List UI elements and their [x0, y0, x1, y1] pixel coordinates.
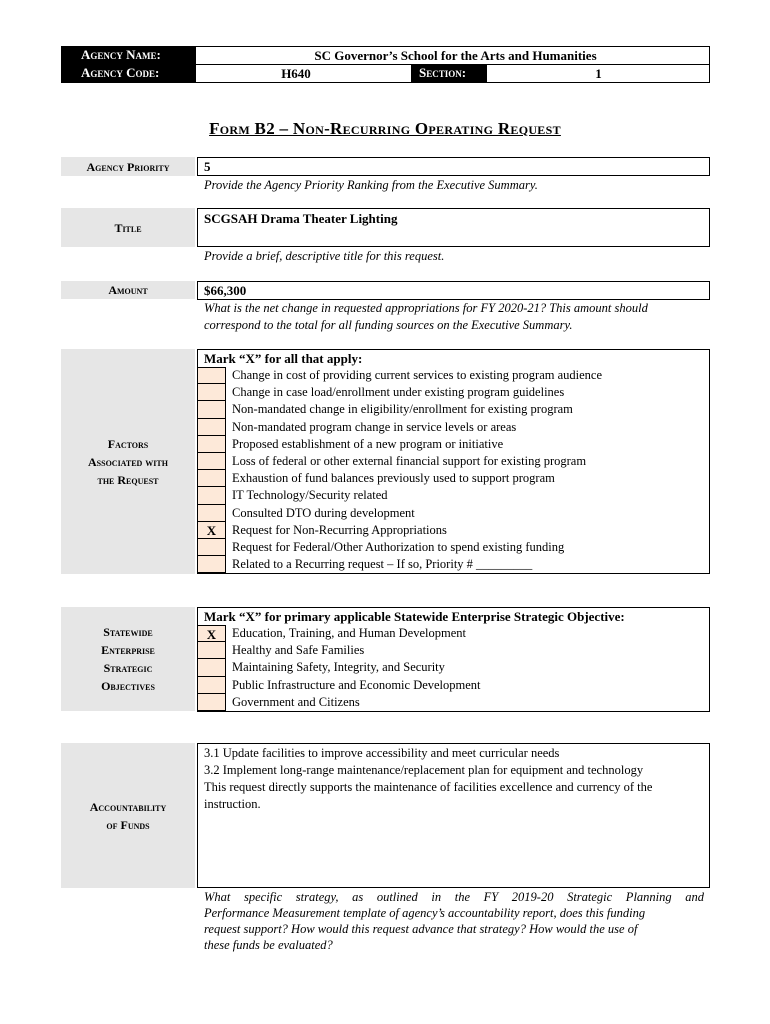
factors-label-line-3: the Request [97, 472, 159, 487]
objectives-option-label: Government and Citizens [232, 694, 360, 709]
accountability-label-line-2: of Funds [106, 817, 150, 832]
factors-checkbox[interactable] [198, 505, 226, 522]
amount-hint-line-1: What is the net change in requested appropriations for FY 2020-21? This amount should [204, 301, 648, 315]
factors-checkbox[interactable] [198, 401, 226, 418]
objectives-option-label: Maintaining Safety, Integrity, and Security [232, 660, 445, 675]
title-value: SCGSAH Drama Theater Lighting [204, 211, 398, 226]
factors-option-label: Non-mandated program change in service levels or areas [232, 419, 517, 434]
factors-option-label: Related to a Recurring request – If so, Priority # _________ [232, 557, 533, 572]
factors-checkbox[interactable] [198, 384, 226, 401]
amount-hint-line-2: correspond to the total for all funding sources on the Executive Summary. [204, 318, 573, 332]
accountability-field[interactable] [197, 743, 710, 888]
objectives-instruction: Mark “X” for primary applicable Statewide Enterprise Strategic Objective: [204, 609, 625, 624]
agency-name-value: SC Governor’s School for the Arts and Humanities [314, 48, 597, 63]
factors-checkbox[interactable] [198, 539, 226, 556]
agency-priority-hint: Provide the Agency Priority Ranking from the Executive Summary. [204, 178, 538, 192]
accountability-line-4: instruction. [204, 797, 261, 811]
factors-option-label: Change in case load/enrollment under existing program guidelines [232, 385, 565, 400]
agency-priority-label: Agency Priority [61, 157, 195, 176]
objectives-label-line-1: Statewide [103, 625, 153, 639]
objectives-checkbox[interactable] [198, 659, 226, 676]
accountability-hint-line-4: these funds be evaluated? [204, 938, 333, 952]
accountability-hint-line-2: Performance Measurement template of agency’s accountability report, does this funding [204, 906, 646, 920]
factors-instruction: Mark “X” for all that apply: [204, 351, 363, 366]
factors-checkbox[interactable]: X [198, 522, 226, 539]
accountability-line-2: 3.2 Implement long-range maintenance/replacement plan for equipment and technology [204, 763, 644, 777]
factors-label-line-2: Associated with [88, 454, 168, 469]
factors-option-label: Proposed establishment of a new program or initiative [232, 436, 504, 451]
agency-code-value: H640 [281, 66, 311, 81]
accountability-line-1: 3.1 Update facilities to improve accessibility and meet curricular needs [204, 746, 560, 760]
factors-box [197, 349, 710, 574]
accountability-label-line-1: Accountability [89, 799, 167, 814]
factors-checkbox[interactable] [198, 419, 226, 436]
objectives-label-line-3: Strategic [103, 661, 153, 675]
objectives-label-line-4: Objectives [101, 679, 155, 693]
agency-header [61, 46, 710, 84]
amount-label: Amount [61, 281, 195, 299]
factors-label-line-1: Factors [107, 436, 149, 451]
title-field[interactable] [197, 208, 710, 247]
section-value: 1 [595, 66, 602, 81]
factors-option-label: Request for Federal/Other Authorization to spend existing funding [232, 540, 565, 554]
objectives-checkbox[interactable] [198, 694, 226, 711]
objectives-checkbox[interactable] [198, 677, 226, 694]
form-title: Form B2 – Non-Recurring Operating Request [209, 119, 561, 138]
factors-option-label: Exhaustion of fund balances previously used to support program [232, 471, 555, 486]
objectives-option-label: Education, Training, and Human Development [232, 626, 466, 640]
title-label: Title [61, 208, 195, 247]
amount-field[interactable] [197, 281, 710, 300]
accountability-hint-line-1: What specific strategy, as outlined in the FY 2019-20 Strategic Planning and [204, 890, 704, 904]
factors-checkbox[interactable] [198, 367, 226, 384]
accountability-hint-line-3: request support? How would this request advance that strategy? How would the use of [204, 922, 638, 936]
factors-checkbox[interactable] [198, 436, 226, 453]
objectives-option-label: Public Infrastructure and Economic Development [232, 677, 481, 692]
objectives-box [197, 607, 710, 712]
objectives-label-line-2: Enterprise [101, 643, 155, 657]
title-hint: Provide a brief, descriptive title for this request. [204, 249, 445, 263]
factors-checkbox[interactable] [198, 556, 226, 573]
objectives-label [61, 607, 195, 711]
objectives-checkbox-column [198, 625, 226, 711]
factors-option-label: IT Technology/Security related [232, 488, 388, 503]
section-label: Section: [411, 64, 487, 82]
factors-option-label: Consulted DTO during development [232, 505, 415, 520]
accountability-label [61, 743, 195, 888]
agency-code-label: Agency Code: [61, 64, 196, 82]
amount-value: $66,300 [204, 283, 247, 298]
agency-priority-value: 5 [204, 159, 211, 174]
accountability-hint [204, 889, 704, 953]
factors-checkbox-column [198, 367, 226, 573]
agency-priority-field[interactable] [197, 157, 710, 176]
objectives-checkbox[interactable] [198, 642, 226, 659]
factors-checkbox[interactable] [198, 453, 226, 470]
factors-option-label: Loss of federal or other external financial support for existing program [232, 454, 587, 468]
accountability-line-3: This request directly supports the maintenance of facilities excellence and currency of the [204, 780, 653, 794]
objectives-option-label: Healthy and Safe Families [232, 643, 365, 658]
factors-checkbox[interactable] [198, 470, 226, 487]
factors-checkbox[interactable] [198, 487, 226, 504]
factors-option-label: Non-mandated change in eligibility/enrollment for existing program [232, 402, 573, 417]
factors-option-label: Change in cost of providing current services to existing program audience [232, 368, 603, 382]
factors-label [61, 349, 195, 574]
factors-option-label: Request for Non-Recurring Appropriations [232, 522, 447, 537]
objectives-checkbox[interactable]: X [198, 625, 226, 642]
agency-name-label: Agency Name: [61, 46, 196, 64]
